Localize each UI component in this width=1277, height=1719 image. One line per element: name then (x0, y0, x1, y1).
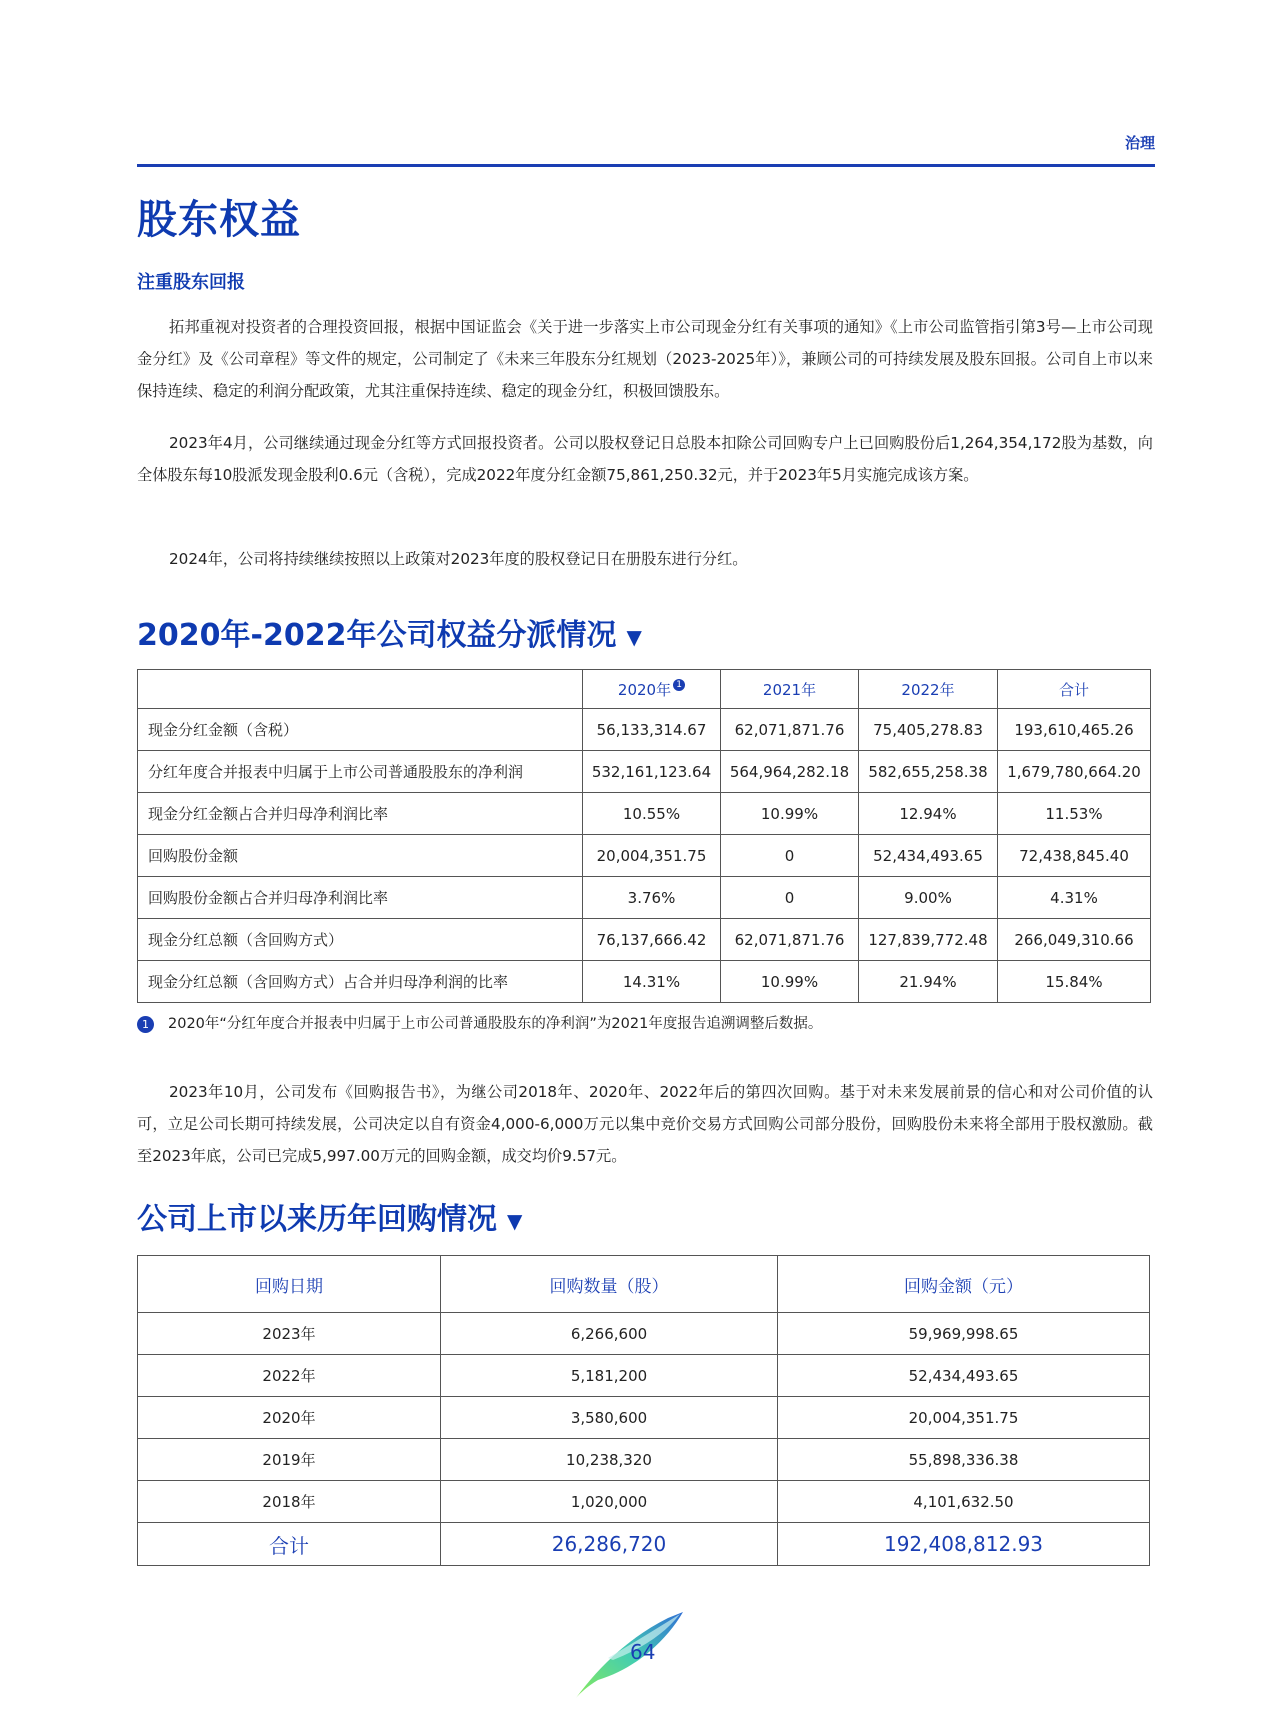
table-row (138, 1355, 1150, 1397)
row-label: 分红年度合并报表中归属于上市公司普通股股东的净利润 (138, 751, 583, 793)
row-label: 现金分红总额（含回购方式）占合并归母净利润的比率 (138, 961, 583, 1003)
triangle-down-icon: ▼ (507, 1208, 523, 1233)
equity-table-heading (137, 610, 642, 654)
table-header-row (138, 670, 1151, 709)
equity-heading-text: 2020年-2022年公司权益分派情况 (137, 618, 617, 653)
table-cell: 75,405,278.83 (859, 709, 998, 751)
table-row (138, 919, 1151, 961)
table-cell: 1,020,000 (441, 1481, 778, 1523)
table-cell: 72,438,845.40 (998, 835, 1151, 877)
intro-paragraph-1: 拓邦重视对投资者的合理投资回报，根据中国证监会《关于进一步落实上市公司现金分红有关事项的通知》《上市公司监管指引第3号—上市公司现金分红》及《公司章程》等文件的规定，公司制定了《未来三年股东分红规划（2023-2025年）》，兼顾公司的可持续发展及股东回报。公司自上市以来保持连续、稳定的利润分配政策，尤其注重保持连续、稳定的现金分红，积极回馈股东。 (137, 318, 1153, 400)
table-cell: 2023年 (138, 1313, 441, 1355)
table-cell: 1,679,780,664.20 (998, 751, 1151, 793)
table-cell: 12.94% (859, 793, 998, 835)
table-cell: 0 (721, 877, 859, 919)
column-header: 合计 (998, 670, 1151, 709)
column-header: 2022年 (859, 670, 998, 709)
table-cell: 2022年 (138, 1355, 441, 1397)
column-header: 回购数量（股） (441, 1256, 778, 1313)
table-row (138, 751, 1151, 793)
footnote-number-icon: 1 (137, 1016, 154, 1033)
table-cell: 532,161,123.64 (583, 751, 721, 793)
row-label: 回购股份金额 (138, 835, 583, 877)
table-cell: 21.94% (859, 961, 998, 1003)
page-title: 股东权益 (137, 197, 301, 243)
table-cell: 2018年 (138, 1481, 441, 1523)
table-row (138, 1313, 1150, 1355)
table-row (138, 1397, 1150, 1439)
table-cell: 62,071,871.76 (721, 709, 859, 751)
table-cell: 3.76% (583, 877, 721, 919)
column-header (583, 670, 721, 709)
table-row (138, 835, 1151, 877)
table-row (138, 1439, 1150, 1481)
header-divider (137, 164, 1155, 167)
table-cell: 10,238,320 (441, 1439, 778, 1481)
section-tag: 治理 (1124, 134, 1155, 152)
intro-paragraph-3: 2024年，公司将持续继续按照以上政策对2023年度的股权登记日在册股东进行分红。 (169, 550, 748, 568)
table-cell: 11.53% (998, 793, 1151, 835)
table-cell: 20,004,351.75 (778, 1397, 1150, 1439)
table-cell: 9.00% (859, 877, 998, 919)
table-cell: 14.31% (583, 961, 721, 1003)
footnote-text: 2020年“分红年度合并报表中归属于上市公司普通股股东的净利润”为2021年度报告追溯调整后数据。 (168, 1016, 823, 1032)
footnote-marker-icon: 1 (673, 679, 685, 691)
table-cell: 2020年 (138, 1397, 441, 1439)
table-cell: 4.31% (998, 877, 1151, 919)
total-cell: 26,286,720 (441, 1523, 778, 1566)
table-cell: 266,049,310.66 (998, 919, 1151, 961)
buyback-table-heading (137, 1194, 522, 1238)
table-cell: 3,580,600 (441, 1397, 778, 1439)
row-label: 现金分红总额（含回购方式） (138, 919, 583, 961)
row-label: 现金分红金额（含税） (138, 709, 583, 751)
table-row (138, 709, 1151, 751)
row-label: 回购股份金额占合并归母净利润比率 (138, 877, 583, 919)
table-row (138, 877, 1151, 919)
total-row (138, 1523, 1150, 1566)
page-number: 64 (630, 1640, 656, 1664)
total-cell: 192,408,812.93 (778, 1523, 1150, 1566)
table-cell: 582,655,258.38 (859, 751, 998, 793)
equity-distribution-table (137, 669, 1151, 1003)
table-cell: 52,434,493.65 (778, 1355, 1150, 1397)
table-cell: 52,434,493.65 (859, 835, 998, 877)
table-cell: 127,839,772.48 (859, 919, 998, 961)
column-header: 2021年 (721, 670, 859, 709)
total-cell: 合计 (138, 1523, 441, 1566)
table-cell: 6,266,600 (441, 1313, 778, 1355)
table-cell: 59,969,998.65 (778, 1313, 1150, 1355)
table-cell: 55,898,336.38 (778, 1439, 1150, 1481)
buyback-history-table (137, 1255, 1150, 1566)
table-cell: 5,181,200 (441, 1355, 778, 1397)
column-header: 回购日期 (138, 1256, 441, 1313)
row-label: 现金分红金额占合并归母净利润比率 (138, 793, 583, 835)
table-cell: 56,133,314.67 (583, 709, 721, 751)
section-subtitle: 注重股东回报 (137, 272, 245, 293)
table-cell: 20,004,351.75 (583, 835, 721, 877)
table-header-row (138, 1256, 1150, 1313)
table-footnote (137, 1012, 822, 1033)
table-cell: 2019年 (138, 1439, 441, 1481)
buyback-paragraph: 2023年10月，公司发布《回购报告书》，为继公司2018年、2020年、2022年后的第四次回购。基于对未来发展前景的信心和对公司价值的认可，立足公司长期可持续发展，公司决定以自有资金4,000-6,000万元以集中竞价交易方式回购公司部分股份，回购股份未来将全部用于股权激励。截至2023年底，公司已完成5,997.00万元的回购金额，成交均价9.57元。 (137, 1083, 1153, 1165)
table-cell: 62,071,871.76 (721, 919, 859, 961)
table-cell: 193,610,465.26 (998, 709, 1151, 751)
triangle-down-icon: ▼ (626, 624, 642, 649)
column-header: 回购金额（元） (778, 1256, 1150, 1313)
table-cell: 0 (721, 835, 859, 877)
table-cell: 10.55% (583, 793, 721, 835)
buyback-heading-text: 公司上市以来历年回购情况 (137, 1202, 497, 1237)
column-header (138, 670, 583, 709)
table-cell: 4,101,632.50 (778, 1481, 1150, 1523)
table-cell: 10.99% (721, 793, 859, 835)
table-cell: 564,964,282.18 (721, 751, 859, 793)
table-cell: 10.99% (721, 961, 859, 1003)
column-header-label: 2020年 (617, 680, 672, 699)
table-cell: 15.84% (998, 961, 1151, 1003)
intro-paragraph-2: 2023年4月，公司继续通过现金分红等方式回报投资者。公司以股权登记日总股本扣除公司回购专户上已回购股份后1,264,354,172股为基数，向全体股东每10股派发现金股利0.6元（含税），完成2022年度分红金额75,861,250.32元，并于2023年5月实施完成该方案。 (137, 434, 1153, 484)
table-cell: 76,137,666.42 (583, 919, 721, 961)
page-number-badge (568, 1598, 718, 1708)
table-row (138, 961, 1151, 1003)
table-row (138, 1481, 1150, 1523)
table-row (138, 793, 1151, 835)
